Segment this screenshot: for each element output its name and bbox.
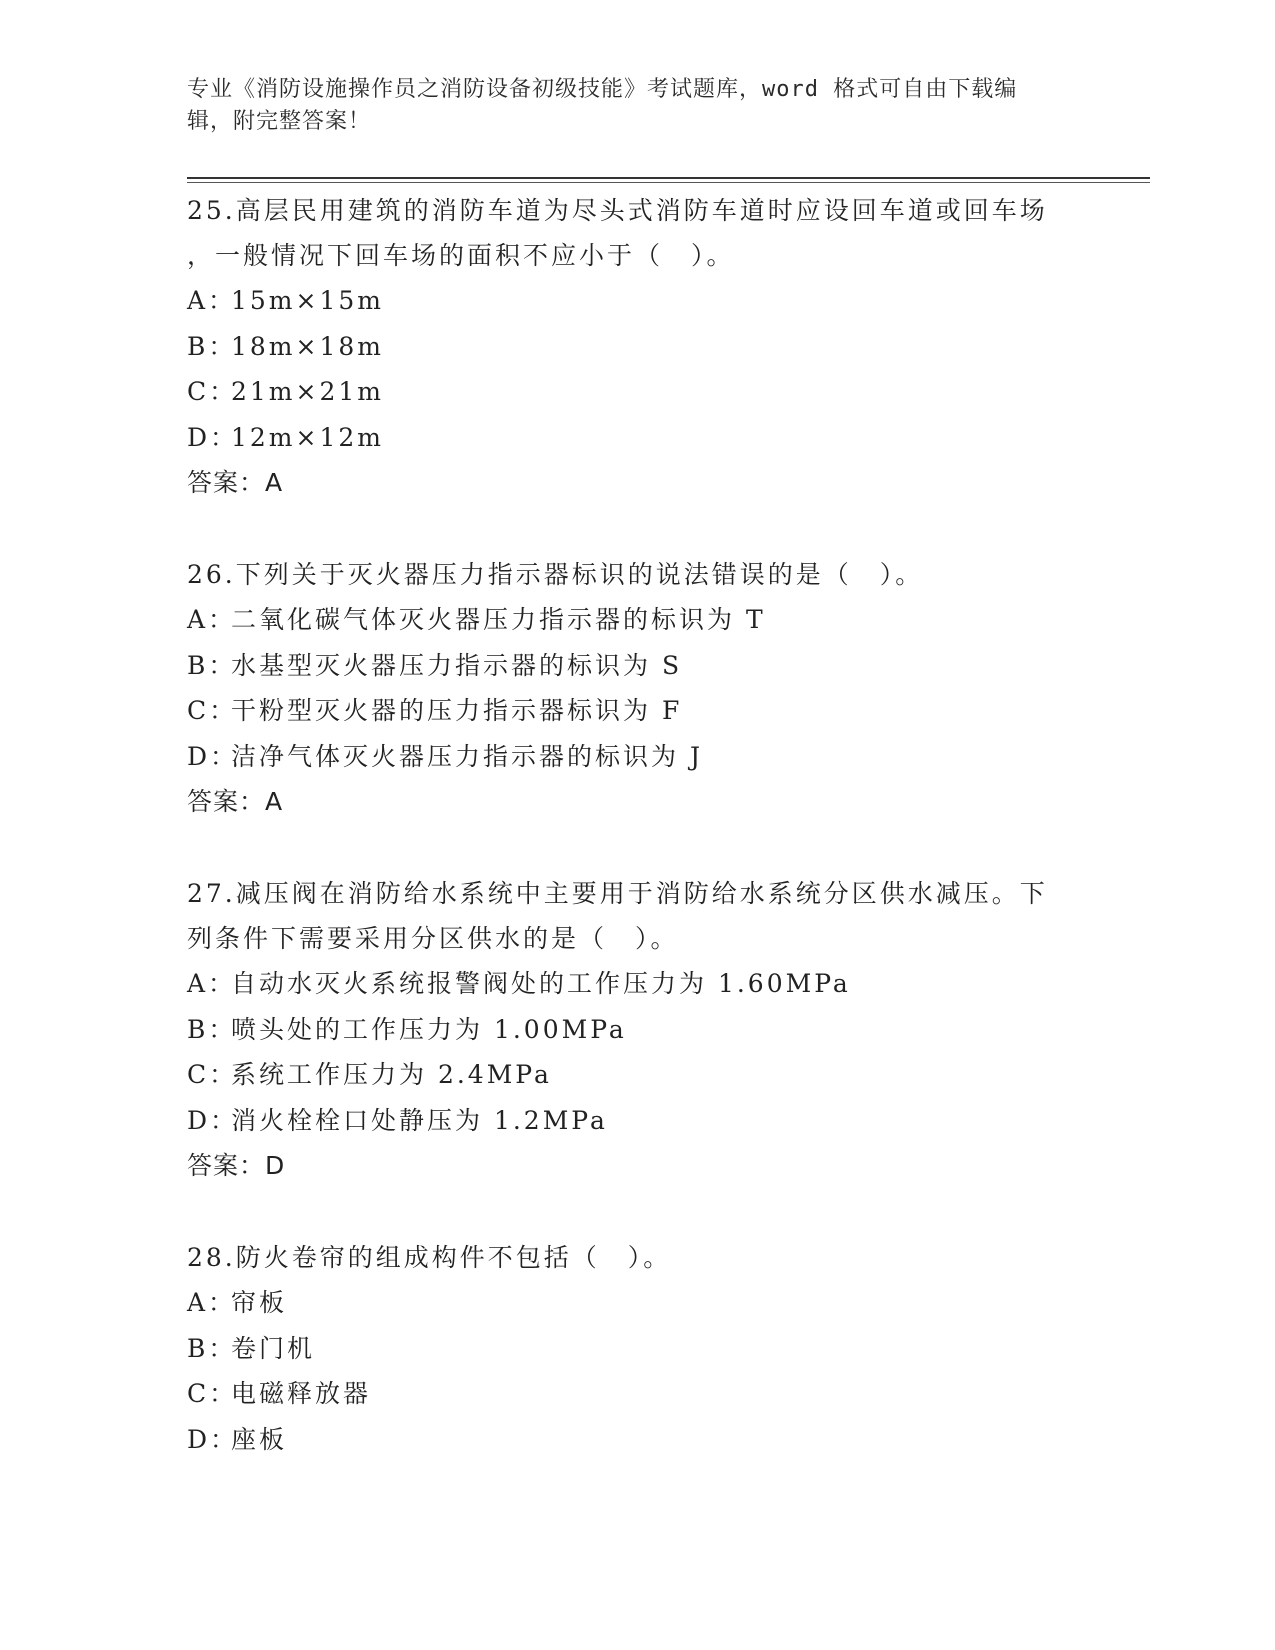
option-letter: D： [187,1105,239,1135]
option-letter: C： [187,696,238,725]
question-stem [187,188,1087,278]
option-c [187,369,1087,415]
header-divider-thin [187,182,1150,183]
option-letter: B： [187,650,237,680]
option-text: 水基型灭火器压力指示器的标识为 S [231,650,683,680]
option-c [187,1052,1087,1098]
option-text: 消火栓栓口处静压为 1.2MPa [231,1105,608,1135]
option-d [187,415,1087,461]
option-b [187,643,1087,689]
question-stem-line-2: 列条件下需要采用分区供水的是（ ）。 [187,924,679,953]
option-b [187,1326,1087,1372]
option-letter: C： [187,1060,238,1089]
option-letter: B： [187,331,237,361]
option-text: 洁净气体灭火器压力指示器的标识为 J [231,741,703,771]
option-letter: D： [187,741,239,771]
option-letter: B： [187,1333,237,1363]
option-text: 干粉型灭火器的压力指示器标识为 F [231,696,683,725]
option-text: 15m×15m [231,286,384,315]
header-line-2: 辑，附完整答案！ [187,109,372,134]
option-letter: B： [187,1014,237,1044]
question-stem-line-1: 26.下列关于灭火器压力指示器标识的说法错误的是（ ）。 [187,560,924,589]
option-letter: A： [187,605,237,634]
question-25 [187,188,1087,505]
document-header [187,74,1067,138]
option-letter: A： [187,1288,237,1317]
option-letter: A： [187,969,237,998]
question-stem [187,871,1087,961]
answer-label: 答案：D [187,1151,286,1180]
option-d [187,734,1087,780]
option-text: 帘板 [231,1288,288,1317]
question-stem-line-1: 28.防火卷帘的组成构件不包括（ ）。 [187,1243,672,1272]
header-line-1: 专业《消防设施操作员之消防设备初级技能》考试题库，word 格式可自由下载编 [187,77,1018,102]
option-text: 二氧化碳气体灭火器压力指示器的标识为 T [231,605,766,634]
option-a [187,1280,1087,1326]
option-text: 卷门机 [231,1333,316,1363]
question-list [187,188,1087,1509]
option-letter: C： [187,1379,238,1408]
question-stem [187,1235,1087,1280]
option-b [187,324,1087,370]
option-b [187,1007,1087,1053]
option-letter: D： [187,422,239,452]
option-d [187,1417,1087,1463]
option-letter: C： [187,377,238,406]
option-text: 12m×12m [231,422,384,452]
option-letter: D： [187,1424,239,1454]
answer-label: 答案：A [187,468,284,497]
answer-label: 答案：A [187,787,284,816]
question-stem-line-2: ，一般情况下回车场的面积不应小于（ ）。 [187,241,735,270]
option-c [187,1371,1087,1417]
question-stem-line-1: 27.减压阀在消防给水系统中主要用于消防给水系统分区供水减压。下 [187,879,1048,908]
question-stem [187,552,1087,597]
option-c [187,688,1087,734]
option-a [187,597,1087,643]
question-27 [187,871,1087,1188]
option-text: 系统工作压力为 2.4MPa [231,1060,552,1089]
option-text: 21m×21m [231,377,384,406]
option-text: 自动水灭火系统报警阀处的工作压力为 1.60MPa [231,969,851,998]
option-d [187,1098,1087,1144]
question-stem-line-1: 25.高层民用建筑的消防车道为尽头式消防车道时应设回车道或回车场 [187,196,1048,225]
option-letter: A： [187,286,237,315]
option-text: 电磁释放器 [231,1379,372,1408]
option-a [187,278,1087,324]
option-text: 喷头处的工作压力为 1.00MPa [231,1014,627,1044]
header-divider-thick [187,177,1150,179]
question-28 [187,1235,1087,1462]
option-a [187,961,1087,1007]
question-26 [187,552,1087,824]
option-text: 座板 [231,1424,288,1454]
option-text: 18m×18m [231,331,384,361]
